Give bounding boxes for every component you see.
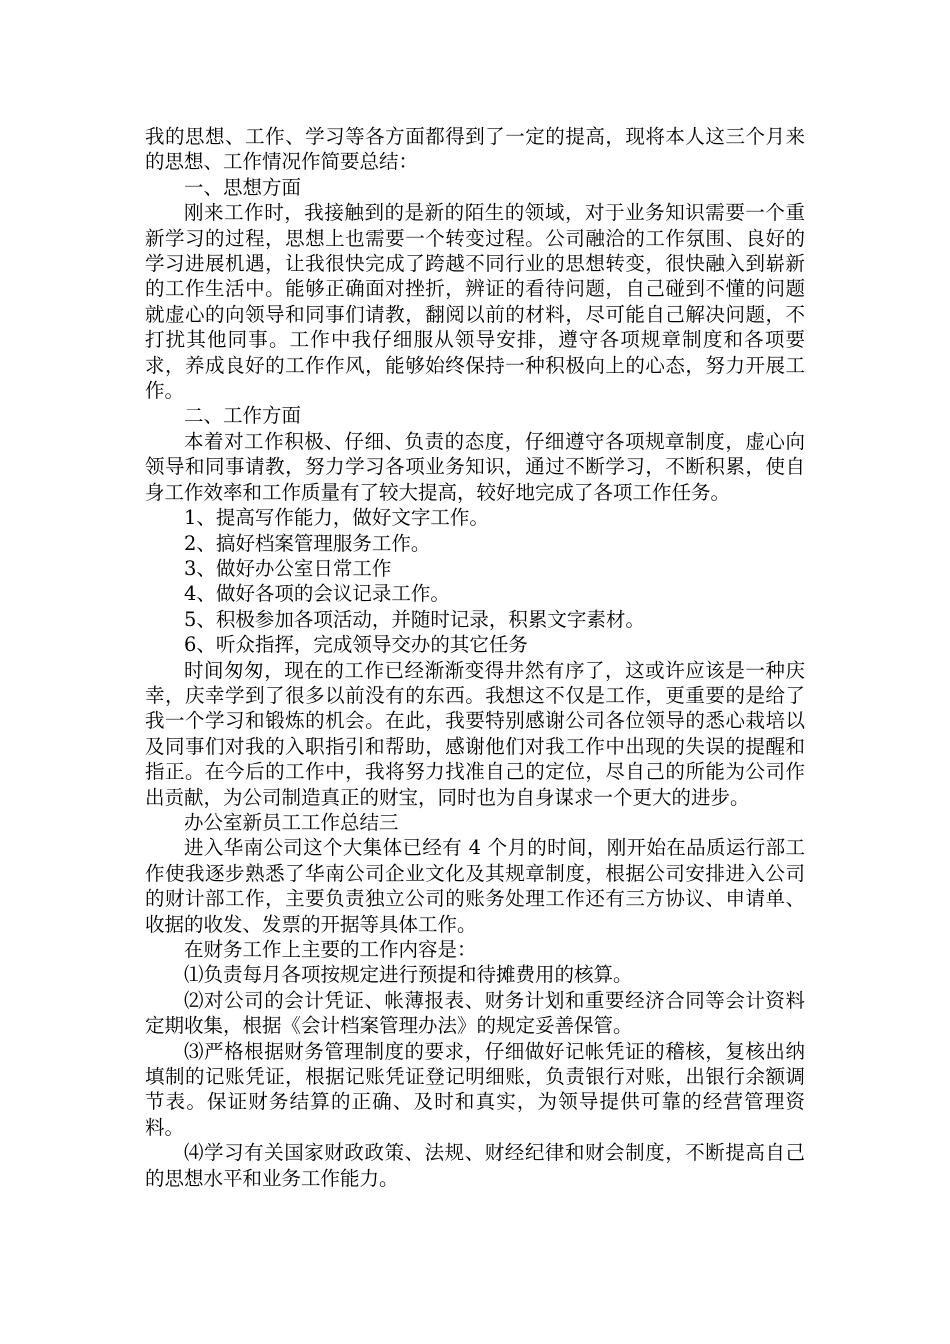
- list-item: 1、提高写作能力，做好文字工作。: [184, 506, 489, 530]
- list-item: 3、做好办公室日常工作: [184, 556, 392, 580]
- finance-list-item: ⑶严格根据财务管理制度的要求，仔细做好记帐凭证的稽核，复核出纳填制的记账凭证，根据记账凭证登记明细账，负责银行对账，出银行余额调节表。保证财务结算的正确、及时和真实，为领导提供可靠的经营管理资料。: [145, 1039, 805, 1139]
- section-heading-work: 二、工作方面: [184, 404, 302, 428]
- summary-three-paragraph: 进入华南公司这个大集体已经有 4 个月的时间，刚开始在品质运行部工作使我逐步熟悉了华南公司企业文化及其规章制度，根据公司安排进入公司的财计部工作，主要负责独立公司的账务处理工作还有三方协议、申请单、收据的收发、发票的开据等具体工作。: [145, 836, 805, 936]
- finance-list-item: ⑷学习有关国家财政政策、法规、财经纪律和财会制度，不断提高自己的思想水平和业务工作能力。: [145, 1141, 805, 1190]
- section-heading-summary-three: 办公室新员工工作总结三: [184, 810, 399, 834]
- list-item: 5、积极参加各项活动，并随时记录，积累文字素材。: [184, 607, 645, 631]
- section-heading-thought: 一、思想方面: [184, 175, 302, 199]
- thought-paragraph: 刚来工作时，我接触到的是新的陌生的领域，对于业务知识需要一个重新学习的过程，思想上也需要一个转变过程。公司融洽的工作氛围、良好的学习进展机遇，让我很快完成了跨越不同行业的思想转变，很快融入到崭新的工作生活中。能够正确面对挫折，辨证的看待问题，自己碰到不懂的问题就虚心的向领导和同事们请教，翻阅以前的材料，尽可能自己解决问题，不打扰其他同事。工作中我仔细服从领导安排，遵守各项规章制度和各项要求，养成良好的工作作风，能够始终保持一种积极向上的心态，努力开展工作。: [145, 201, 805, 403]
- document-body: [145, 124, 805, 1191]
- closing-paragraph: 时间匆匆，现在的工作已经渐渐变得井然有序了，这或许应该是一种庆幸，庆幸学到了很多以前没有的东西。我想这不仅是工作，更重要的是给了我一个学习和锻炼的机会。在此，我要特别感谢公司各位领导的悉心栽培以及同事们对我的入职指引和帮助，感谢他们对我工作中出现的失误的提醒和指正。在今后的工作中，我将努力找准自己的定位，尽自己的所能为公司作出贡献，为公司制造真正的财宝，同时也为自身谋求一个更大的进步。: [145, 658, 805, 809]
- work-paragraph: 本着对工作积极、仔细、负责的态度，仔细遵守各项规章制度，虚心向领导和同事请教，努力学习各项业务知识，通过不断学习，不断积累，使自身工作效率和工作质量有了较大提高，较好地完成了各项工作任务。: [145, 429, 805, 504]
- list-item: 2、搞好档案管理服务工作。: [184, 531, 431, 555]
- list-item: 6、听众指挥，完成领导交办的其它任务: [184, 633, 528, 657]
- intro-paragraph: 我的思想、工作、学习等各方面都得到了一定的提高，现将本人这三个月来的思想、工作情况作简要总结：: [145, 125, 805, 174]
- finance-intro-paragraph: 在财务工作上主要的工作内容是：: [184, 938, 477, 961]
- finance-list-item: ⑴负责每月各项按规定进行预提和待摊费用的核算。: [184, 963, 633, 987]
- finance-list-item: ⑵对公司的会计凭证、帐薄报表、财务计划和重要经济合同等会计资料定期收集，根据《会计档案管理办法》的规定妥善保管。: [145, 988, 805, 1038]
- list-item: 4、做好各项的会议记录工作。: [184, 582, 450, 606]
